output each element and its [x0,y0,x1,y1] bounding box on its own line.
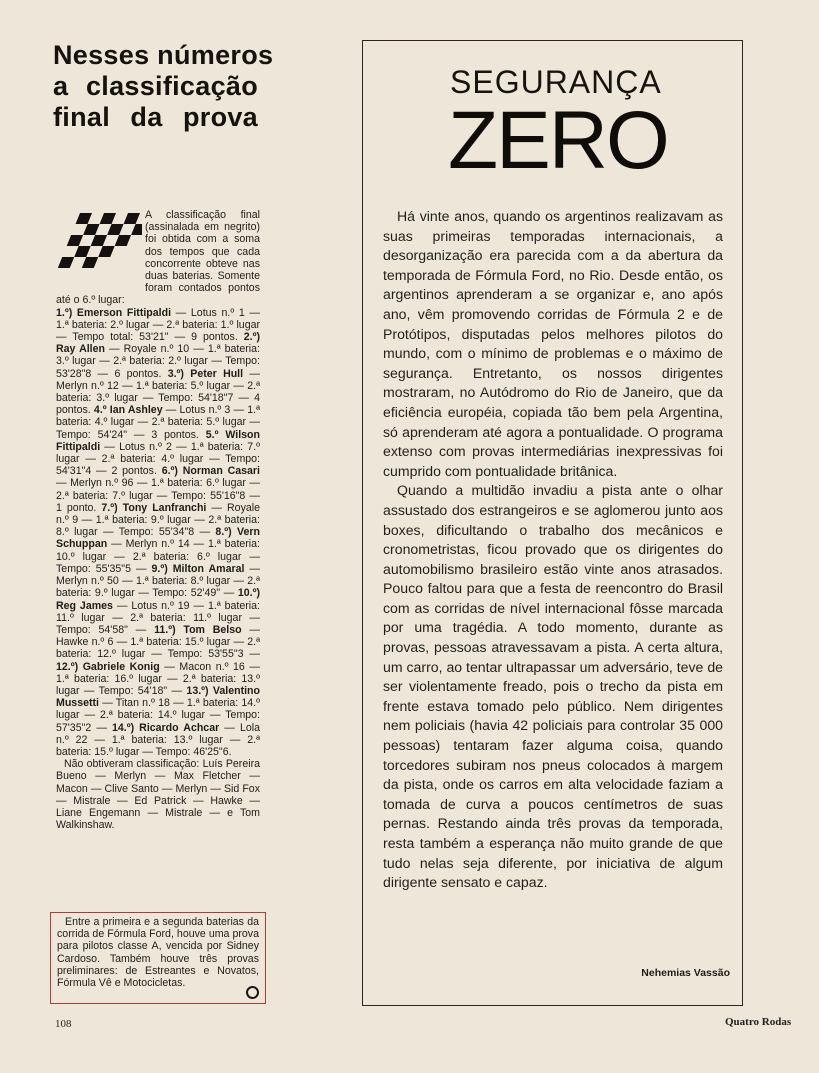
result-detail: — Merlyn n.º 96 — 1.ª bateria: 6.º lugar — 2.ª bateria: 7.º lugar — Tempo: 55'16"8 — 1 ponto. [56,477,260,514]
result-driver-name: 13.º) Valentino Mussetti [56,684,260,710]
note-text: Entre a primeira e a segunda baterias da corrida de Fórmula Ford, houve uma prova para pilotos classe A, vencida por Sidney Cardoso. Também houve três provas preliminares: de Estreantes e Novatos, Fórmula Vê e Motocicletas. [57,916,259,990]
results-list [56,209,260,831]
result-driver-name: 14.º) Ricardo Achcar [111,721,220,734]
result-driver-name: 10.º) Reg James [56,587,260,612]
result-detail: — Lola n.º 22 — 1.ª bateria: 13.º lugar — 2.ª bateria: 15.º lugar — Tempo: 46'25"6. [56,721,260,758]
result-detail: — Lotus n.º 3 — 1.ª bateria: 4.º lugar — 2.ª bateria: 5.º lugar — Tempo: 54'24" — 3 pontos. [56,404,260,441]
result-detail: — Hawke n.º 6 — 1.ª bateria: 15.º lugar — 2.ª bateria: 12.º lugar — Tempo: 53'55"3 — [56,623,260,661]
flag-spacer [56,209,145,287]
result-detail: — Lotus n.º 19 — 1.ª bateria: 11.º lugar — 2.ª bateria: 11.º lugar — Tempo: 54'58" — [56,599,260,636]
result-driver-name: 8.º) Vern Schuppan [56,526,260,551]
headline-line-3: final da prova [53,102,258,132]
result-driver-name: 4.º Ian Ashley [93,404,163,417]
result-driver-name: 3.º) Peter Hull [167,367,244,380]
results-entries [56,307,260,759]
result-driver-name: 12.º) Gabriele Konig [56,660,160,673]
results-headline [53,40,274,133]
result-detail: — Lotus n.º 1 — 1.ª bateria: 2.º lugar — 2.ª bateria: 1.º lugar — Tempo total: 53'21" — 9 pontos. [56,306,260,344]
article-byline: Nehemias Vassão [641,967,730,979]
result-detail: — Royale n.º 10 — 1.ª bateria: 3.º lugar — 2.ª bateria: 2.º lugar — Tempo: 53'28"8 — 6 pontos. [56,343,260,380]
result-driver-name: 1.º) Emerson Fittipaldi [56,306,172,319]
magazine-name: Quatro Rodas [725,1016,792,1028]
result-driver-name: 6.º) Norman Casari [161,465,260,478]
results-intro: A classificação final (assinalada em negrito) foi obtida com a soma dos tempos que cada concorrente obteve nas duas baterias. Somente foram contados pontos até o 6.º lugar: [56,209,260,307]
article-kicker: SEGURANÇA [450,64,662,100]
result-detail: — Merlyn n.º 14 — 1.ª bateria: 10.º lugar — 2.ª bateria: 6.º lugar — Tempo: 55'35"5 — [56,538,260,575]
article-paragraph-1: Há vinte anos, quando os argentinos realizavam as suas primeiras temporadas internacionais, a desorganização era parecida com a da abertura da temporada de Fórmula Ford, no Rio. Desde então, os argentinos aprenderam a se organizar e, ano após ano, vêm promovendo corridas de Fórmula 2 e de Protótipos, disputadas pelos melhores pilotos do mundo, com o mínimo de problemas e o máximo de segurança. Entretanto, os nossos dirigentes mostraram, no Autódromo do Rio de Janeiro, que da eficiência européia, copiada tão bem pela Argentina, só aprenderam até agora a pontualidade. O programa extenso com provas intermediárias inexpressivas foi cumprido com pontualidade britânica. [383,208,723,479]
preliminary-races-note [50,912,266,1004]
article-title: ZERO [448,95,668,186]
headline-line-1: Nesses números [53,40,274,70]
page-number: 108 [55,1018,72,1030]
result-detail: — Macon n.º 16 — 1.ª bateria: 16.º lugar — 2.ª bateria: 13.º lugar — Tempo: 54'18" — [56,660,260,697]
article-body [383,207,723,893]
end-mark-icon [246,986,259,999]
non-classified-list: Não obtiveram classificação: Luís Pereira Bueno — Merlyn — Max Fletcher — Macon — Clive Santo — Merlyn — Sid Fox — Mistrale — Ed Patrick — Hawke — Liane Engemann — Mistrale — e Tom Walkinshaw. [56,758,260,832]
article-paragraph-2: Quando a multidão invadiu a pista ante o olhar assustado dos estrangeiros e se aglomerou junto aos boxes, dificultando o trabalho dos mecânicos e cronometristas, ficou provado que os dirigentes do automobilismo brasileiro estão vinte anos atrasados. Pouco faltou para que a festa de reencontro do Brasil com as corridas de nível internacional fôsse marcada por uma tragédia. A todo momento, durante as provas, pessoas atravessavam a pista. A certa altura, um carro, ao tentar ultrapassar um adversário, teve de ser violentamente freado, pois o trecho da pista em frente estava tomado pelo público. Nem dirigentes nem policiais (havia 42 policiais para controlar 35 000 pessoas) tentaram fazer alguma coisa, quando torcedores subiram nos pneus colocados à margem da pista, onde os carros em alta velocidade faziam a tomada de curva a poucos centímetros de suas pernas. Restando ainda três provas da temporada, resta também a esperança não muito grande de que tudo nelas seja diferente, por iniciativa de algum dirigente sensato e capaz. [383,482,723,891]
result-driver-name: 11.º) Tom Belso [154,623,242,636]
result-detail: — Royale n.º 9 — 1.ª bateria: 9.º lugar — 2.ª bateria: 8.º lugar — Tempo: 55'34"8 — [56,501,260,539]
result-driver-name: 7.º) Tony Lanfranchi [101,501,207,514]
result-driver-name: 2.º) Ray Allen [56,331,260,356]
result-detail: — Merlyn n.º 50 — 1.ª bateria: 8.º lugar — 2.ª bateria: 9.º lugar — Tempo: 52'49" — [56,562,260,600]
result-detail: — Lotus n.º 2 — 1.ª bateria: 7.º lugar — 2.ª bateria: 4.º lugar — Tempo: 54'31"4 — 2 pontos. [56,440,260,478]
result-detail: — Titan n.º 18 — 1.ª bateria: 14.º lugar — 2.ª bateria: 14.º lugar — Tempo: 57'35"2 — [56,697,260,734]
result-driver-name: 9.º) Milton Amaral [151,562,245,575]
result-driver-name: 5.º Wilson Fittipaldi [56,428,261,453]
headline-line-2: a classificação [53,71,258,101]
result-detail: — Merlyn n.º 12 — 1.ª bateria: 5.º lugar — 2.ª bateria: 3.º lugar — Tempo: 54'18"7 — 4 pontos. [56,367,260,417]
